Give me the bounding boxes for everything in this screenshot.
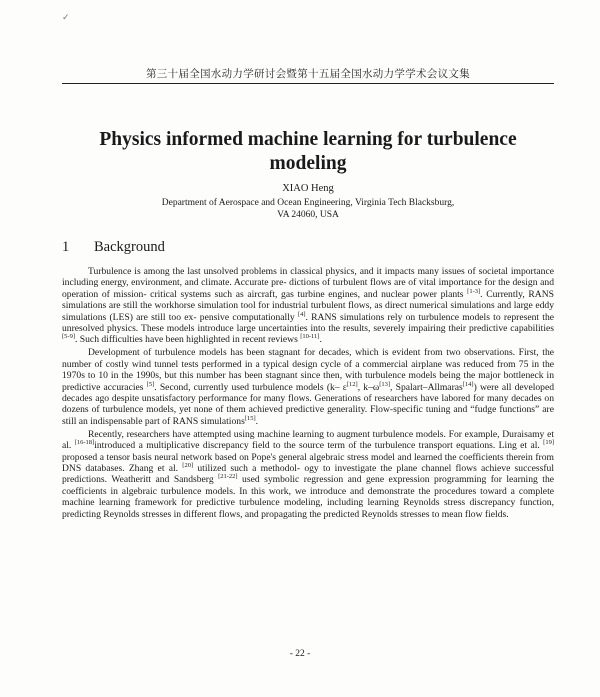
paragraph-3: Recently, researchers have attempted using machine learning to augment turbulence models. For example, Duraisamy et al. [16-18]introduced a multiplicative discrepancy field to the source term of the turbulence transport equations. Ling et al. [19] proposed a tensor basis neural network based on Pope's general algebraic stress model and learned the coefficients therein from DNS databases. Zhang et al. [20] utilized such a methodol- ogy to investigate the plane channel flows achieve successful predictions. Weatheritt and Sandsberg [21-22] used symbolic regression and gene expression programming for learning the coefficients in algebraic turbulence models. In this work, we introduce and demonstrate the procedures toward a complete machine learning framework for predictive turbulence modeling, including learning Reynolds stress discrepancy function, predicting Reynolds stresses in different flows, and propagating the predicted Reynolds stresses to mean flow fields. (62, 428, 555, 520)
page-number: - 22 - (289, 649, 311, 659)
paragraph-2: Development of turbulence models has been stagnant for decades, which is evident from two observations. First, the number of costly wind tunnel tests performed in a typical design cycle of a commercial airplane was reduced from 75 in the 1970s to 10 in the 1990s, but this number has been stagnant since then, with turbulence models being the major bottleneck in predictive accuracies [5]. Second, currently used turbulence models (k– ε[12], k–ω[13], Spalart–Allmaras[14]) were all developed decades ago despite unsatisfactory performance for many flows. Generations of researchers have labored for many decades on dozens of turbulence models, yet none of them achieved predictive generality. Flow-specific tuning and “fudge functions” are still an indispensable part of RANS simulations[15]. (62, 347, 555, 427)
body-text (62, 266, 554, 521)
section-heading (62, 239, 165, 256)
citation: [20] (182, 461, 194, 469)
section-number: 1 (62, 239, 70, 255)
paragraph-1: Turbulence is among the last unsolved problems in classical physics, and it impacts many issues of societal importance including energy, environment, and climate. Accurate pre- dictions of turbulent flows are of vital importance for the design and operation of mission- critical systems such as aircraft, gas turbine engines, and nuclear power plants [1-3]. Currently, RANS simulations are still the workhorse simulation tool for industrial turbulent flows, as direct numerical simulations and large eddy simulations (LES) are still too ex- pensive computationally [4]. RANS simulations rely on turbulence models to represent the unresolved physics. These models introduce large uncertainties into the results, severely impairing their predictive capabilities [5-9]. Such difficulties have been highlighted in recent reviews [10-11]. (62, 266, 554, 346)
citation: [5] (146, 380, 155, 388)
citation: [15] (244, 414, 256, 422)
affiliation-line-2: VA 24060, USA (277, 210, 339, 220)
citation: [1-3] (467, 287, 481, 295)
affiliation-line-1: Department of Aerospace and Ocean Engineering, Virginia Tech Blacksburg, (161, 198, 455, 208)
affiliation (130, 197, 486, 221)
corner-mark: ✓ (62, 12, 70, 22)
citation: [14] (462, 380, 474, 388)
running-header: 第三十届全国水动力学研讨会暨第十五届全国水动力学学术会议文集 (146, 68, 470, 80)
author: XIAO Heng (282, 183, 334, 194)
citation: [16-18] (74, 438, 95, 446)
citation: [10-11] (300, 333, 320, 341)
citation: [4] (297, 310, 306, 318)
paper-title (62, 128, 554, 176)
citation: [21-22] (218, 473, 238, 481)
citation: [12] (346, 380, 358, 388)
citation: [5-9] (62, 333, 75, 341)
citation: [13] (379, 380, 391, 388)
header-rule (62, 83, 554, 84)
title-line-1: Physics informed machine learning for turbulence (99, 129, 517, 150)
section-title: Background (94, 239, 165, 255)
title-line-2: modeling (269, 153, 347, 174)
citation: [19] (543, 438, 554, 446)
